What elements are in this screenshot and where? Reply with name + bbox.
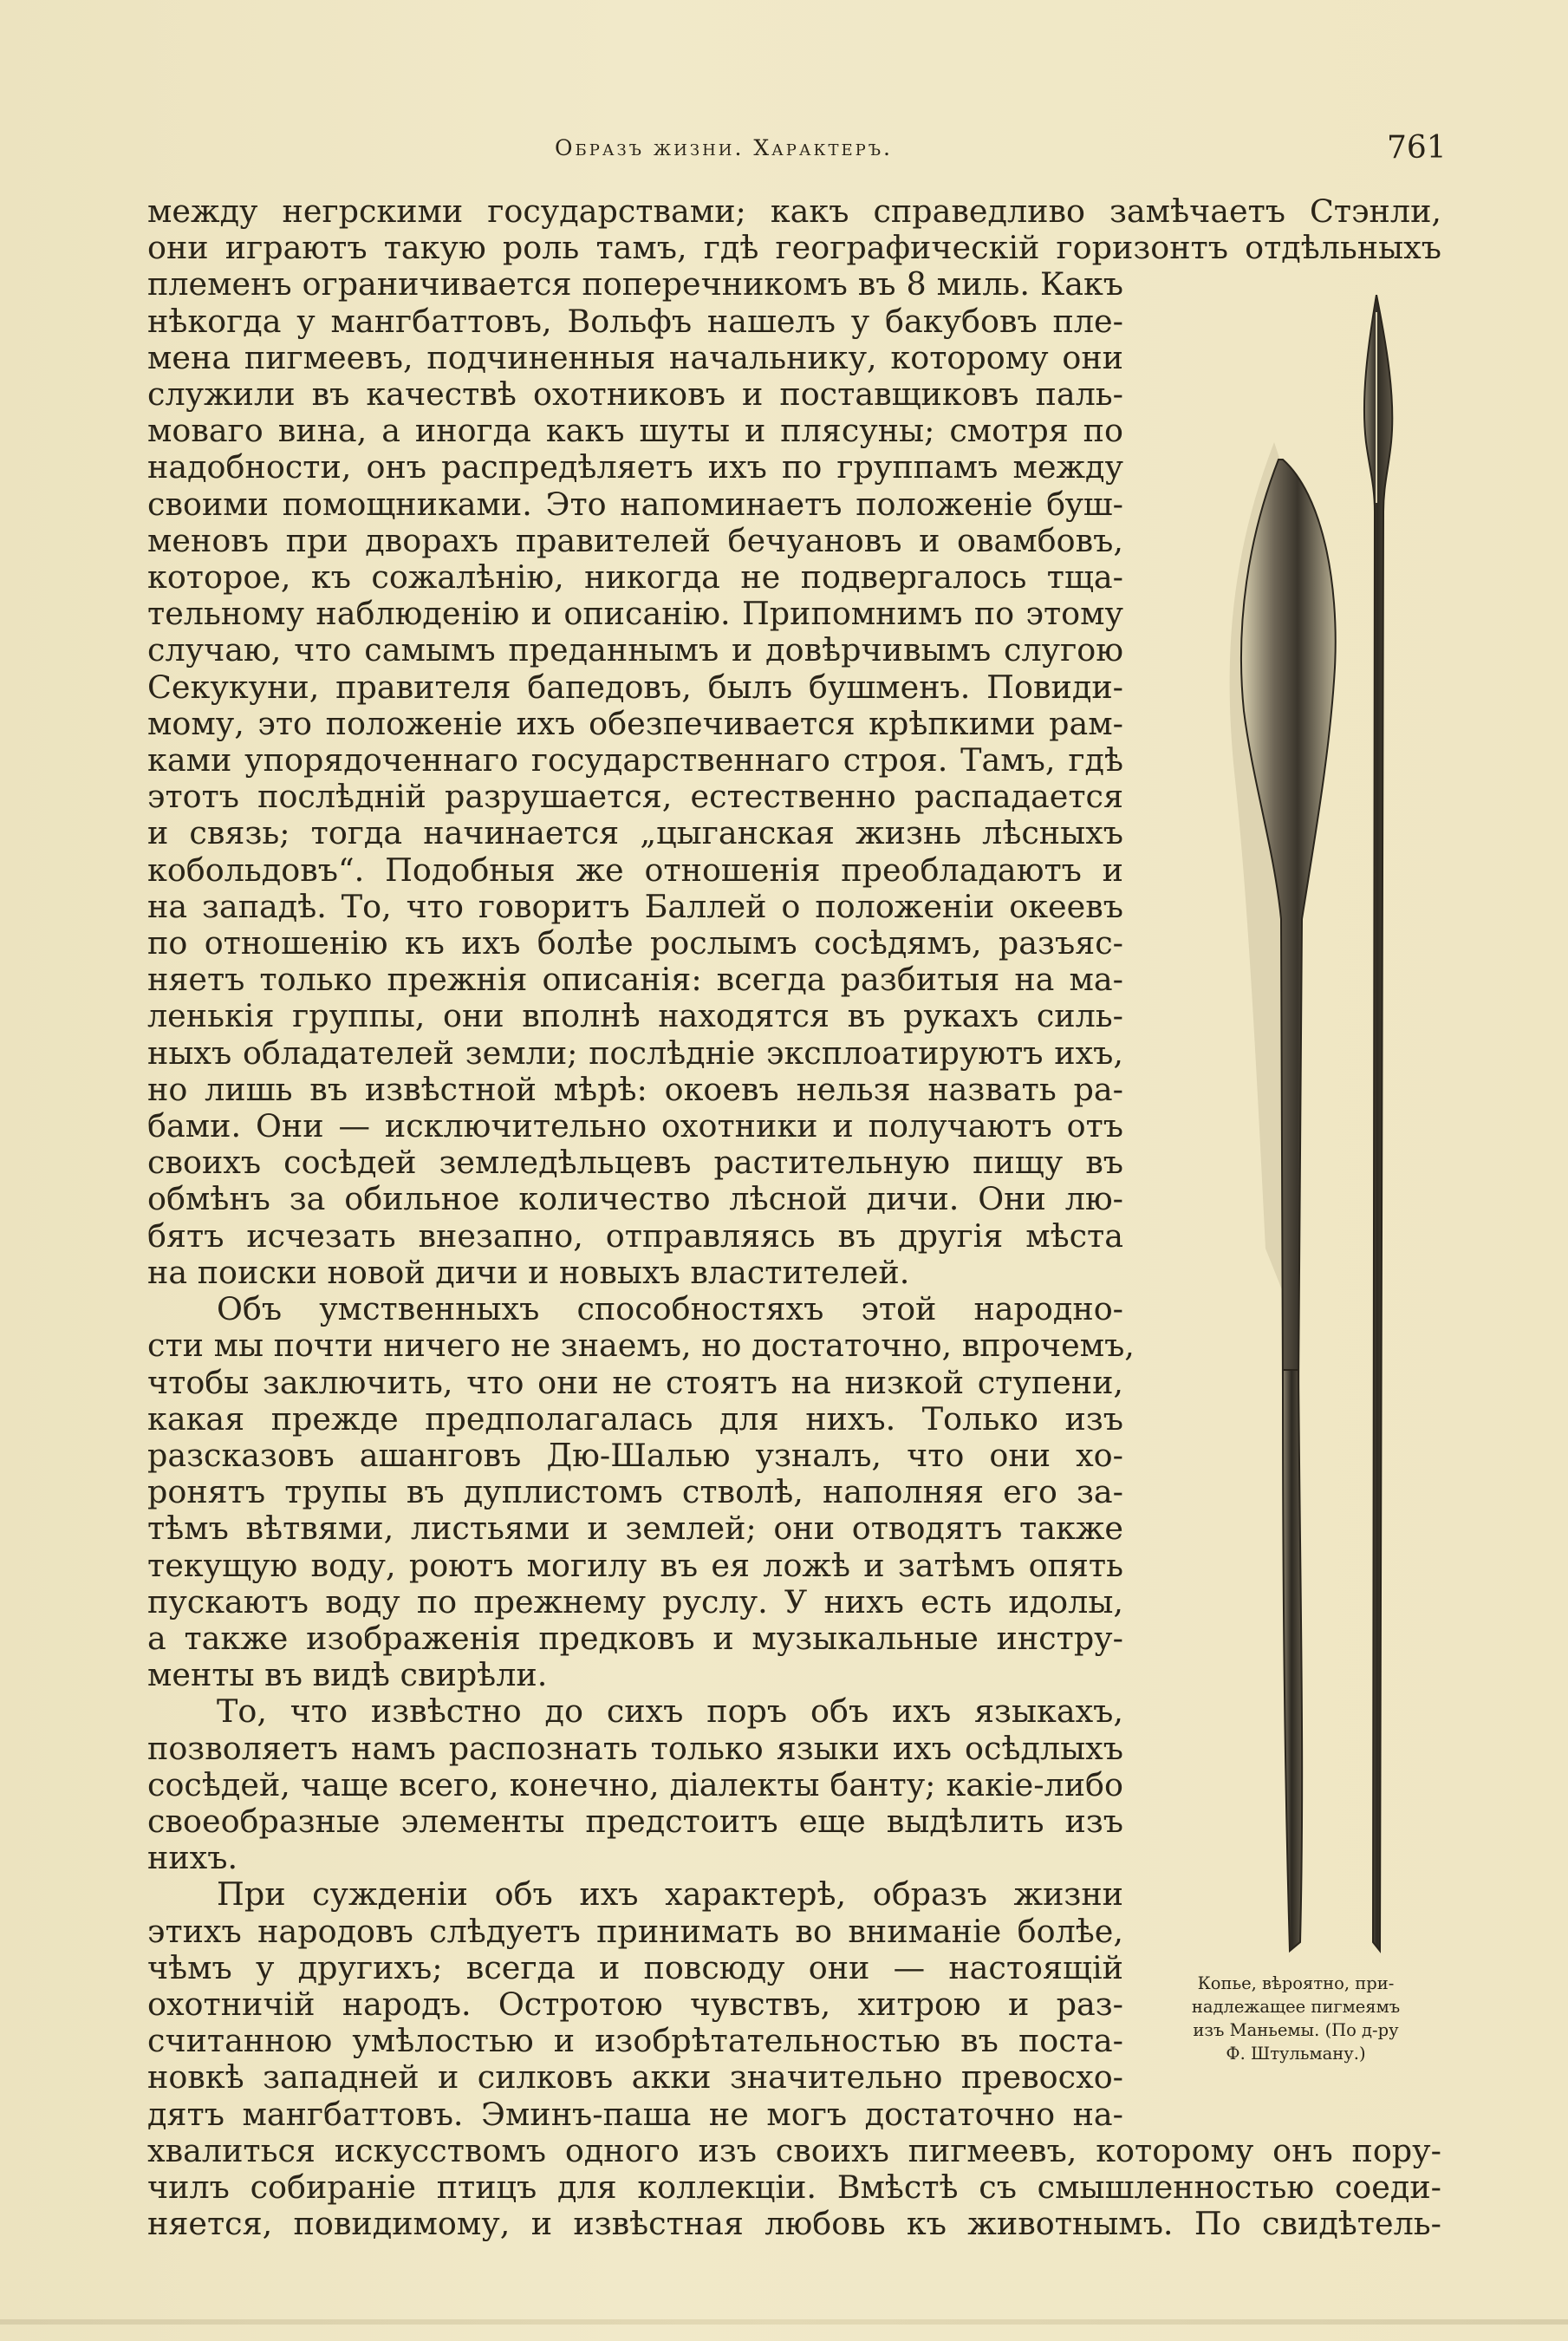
text-line: тѣмъ вѣтвями, листьями и землей; они отводятъ также [147,1510,1123,1548]
text-line: При сужденіи объ ихъ характерѣ, образъ жизни [217,1875,1123,1914]
text-line: чтобы заключить, что они не стоятъ на низкой ступени, [147,1363,1123,1401]
text-line: своими помощниками. Это напоминаетъ положеніе бyш- [147,485,1123,523]
text-line: мому, это положеніе ихъ обезпечивается крѣпкими рам- [147,704,1123,742]
text-line: сти мы почти ничего не знаемъ, но достаточно, впрочемъ, [147,1327,1135,1365]
text-line: между негрскими государствами; какъ справедливо замѣчаетъ Стэнли, [147,192,1441,230]
text-line: ленькія группы, они вполнѣ находятся въ рукахъ силь- [147,997,1123,1035]
text-line: разсказовъ ашанговъ Дю-Шалью узналъ, что они хо- [147,1436,1123,1474]
text-line: племенъ ограничивается поперечникомъ въ 8 миль. Какъ [147,265,1123,303]
text-line: считанною умѣлостью и изобрѣтательностью въ поста- [147,2022,1123,2060]
text-line: служили въ качествѣ охотниковъ и поставщиковъ паль- [147,375,1123,414]
text-line: хвалиться искусствомъ одного изъ своихъ пигмеевъ, которому онъ пору- [147,2131,1441,2169]
text-line: чилъ собираніе птицъ для коллекціи. Вмѣстѣ съ смышленностью соеди- [147,2168,1441,2206]
page-edge [0,2319,1568,2325]
text-line: но лишь въ извѣстной мѣрѣ: окоевъ нельзя назвать ра- [147,1070,1123,1108]
caption-line: Ф. Штульману.) [1226,2044,1366,2064]
spear-illustration [1153,295,1456,1968]
text-line: няется, повидимому, и извѣстная любовь къ животнымъ. По свидѣтель- [147,2205,1441,2243]
spear-shaft [1283,1370,1302,1951]
text-line: моваго вина, а иногда какъ шуты и плясуны; смотря по [147,412,1123,450]
text-line: новкѣ западней и силковъ акки значительно превосхо- [147,2058,1123,2096]
text-line: ронятъ трупы въ дуплистомъ стволѣ, наполняя его за- [147,1473,1123,1511]
text-line: они играютъ такую роль тамъ, гдѣ географическій горизонтъ отдѣльныхъ [147,229,1441,267]
text-line: своеобразные элементы предстоитъ еще выдѣлить изъ [147,1802,1123,1840]
text-line: на поиски новой дичи и новыхъ властителей. [147,1253,910,1291]
text-line: кобольдовъ“. Подобныя же отношенія преобладаютъ и [147,851,1123,889]
text-line: няетъ только прежнія описанія: всегда разбитыя на ма- [147,961,1123,999]
spear-slender [1364,295,1392,1951]
text-line: менты въ видѣ свирѣли. [147,1656,548,1694]
text-line: Объ умственныхъ способностяхъ этой народно- [217,1290,1123,1328]
text-line: этихъ народовъ слѣдуетъ принимать во вниманіе болѣе, [147,1912,1123,1950]
text-line: чѣмъ у другихъ; всегда и повсюду они — настоящій [147,1948,1123,1986]
caption-line: надлежащее пигмеямъ [1191,1997,1401,2017]
text-line: сосѣдей, чаще всего, конечно, діалекты банту; какіе-либо [147,1765,1123,1803]
text-line: и связь; тогда начинается „цыганская жизнь лѣсныхъ [147,814,1123,852]
caption-line: изъ Маньемы. (По д-ру [1193,2020,1399,2040]
text-line: бятъ исчезать внезапно, отправляясь въ другія мѣста [147,1216,1123,1255]
text-line: какая прежде предполагалась для нихъ. Только изъ [147,1399,1123,1438]
text-line: текущую воду, роютъ могилу въ ея ложѣ и затѣмъ опять [147,1546,1123,1584]
text-line: которое, къ сожалѣнію, никогда не подвергалось тща- [147,558,1123,597]
text-line: Секукуни, правителя бапедовъ, былъ бушменъ. Повиди- [147,668,1123,706]
text-line: этотъ послѣдній разрушается, естественно распадается [147,778,1123,816]
page-number: 761 [1387,130,1447,166]
figure-caption [1144,1972,1448,2065]
text-line: нѣкогда у мангбаттовъ, Вольфъ нашелъ у бакубовъ пле- [147,302,1123,340]
text-line: меновъ при дворахъ правителей бечуановъ и овамбовъ, [147,521,1123,559]
text-line: надобности, онъ распредѣляетъ ихъ по группамъ между [147,448,1123,486]
text-line: ныхъ обладателей земли; послѣдніе эксплоатируютъ ихъ, [147,1034,1123,1072]
text-line: на западѣ. То, что говоритъ Баллей о положеніи океевъ [147,887,1123,925]
text-line: нихъ. [147,1839,238,1877]
text-line: бами. Они — исключительно охотники и получаютъ отъ [147,1107,1123,1145]
text-line: мена пигмеевъ, подчиненныя начальнику, которому они [147,338,1123,376]
text-line: случаю, что самымъ преданнымъ и довѣрчивымъ слугою [147,631,1123,669]
text-line: по отношенію къ ихъ болѣе рослымъ сосѣдямъ, разъяс- [147,924,1123,962]
text-line: своихъ сосѣдей земледѣльцевъ растительную пищу въ [147,1144,1123,1182]
caption-line: Копье, вѣроятно, при- [1197,1973,1395,1993]
text-line: пускаютъ воду по прежнему руслу. У нихъ есть идолы, [147,1582,1123,1620]
running-title: Образъ жизни. Характеръ. [555,135,893,160]
text-line: тельному наблюденію и описанію. Припомнимъ по этому [147,595,1123,633]
text-line: дятъ мангбаттовъ. Эминъ-паша не могъ достаточно на- [147,2095,1123,2133]
text-line: позволяетъ намъ распознать только языки ихъ осѣдлыхъ [147,1729,1123,1767]
text-line: обмѣнъ за обильное количество лѣсной дичи. Они лю- [147,1180,1123,1218]
text-line: ками упорядоченнаго государственнаго строя. Тамъ, гдѣ [147,741,1123,779]
text-line: То, что извѣстно до сихъ поръ объ ихъ языкахъ, [217,1692,1123,1731]
text-line: охотничій народъ. Остротою чувствъ, хитрою и раз- [147,1985,1123,2023]
text-line: а также изображенія предковъ и музыкальные инстру- [147,1619,1123,1657]
